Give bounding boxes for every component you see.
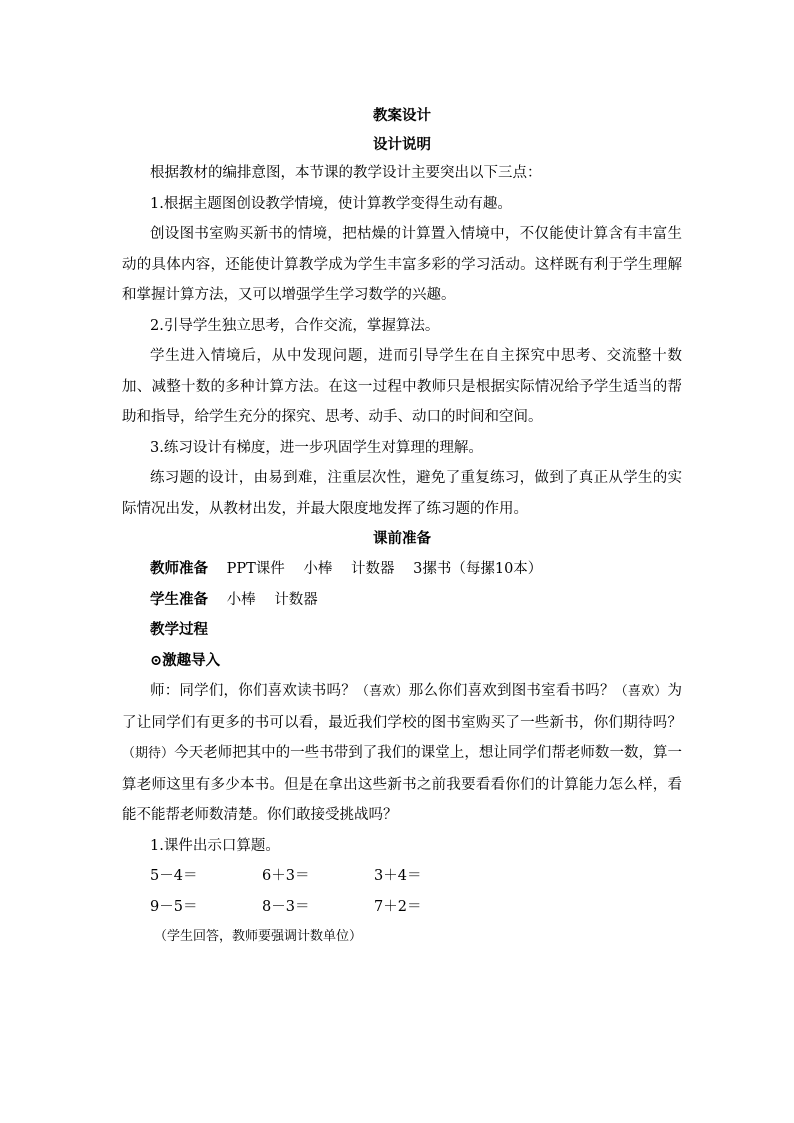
- teacher-prep-item: 小棒: [303, 561, 333, 577]
- oral-problem: 8－3＝: [262, 898, 310, 915]
- teacher-prep-item: 3摞书（每摞10本）: [413, 561, 543, 577]
- student-response-note: （喜欢）: [355, 684, 409, 699]
- point1-body: 创设图书室购买新书的情境，把枯燥的计算置入情境中，不仅能使计算含有丰富生动的具体内容，还能使计算教学成为学生丰富多彩的学习活动。这样既有利于学生理解和掌握计算方法，又可以增强学生学习数学的兴趣。: [122, 226, 682, 303]
- student-response-note: （期待）: [122, 746, 175, 761]
- process-heading: 教学过程: [150, 621, 208, 638]
- page-title: 教案设计: [373, 107, 431, 124]
- closing-note: （学生回答，教师要强调计数单位）: [154, 929, 363, 944]
- point2-body: 学生进入情境后，从中发现问题，进而引导学生在自主探究中思考、交流整十数加、减整十数的多种计算方法。在这一过程中教师只是根据实际情况给予学生适当的帮助和指导，给学生充分的探究、思考、动手、动口的时间和空间。: [122, 348, 682, 425]
- teacher-prep-item: 计数器: [351, 561, 395, 577]
- section1-heading: ⊙激趣导入: [150, 651, 221, 669]
- student-response-note: （喜欢）: [614, 684, 668, 699]
- teacher-speech-paragraph: [122, 676, 682, 831]
- oral-problem: 9－5＝: [150, 898, 198, 915]
- point3-body: 练习题的设计，由易到难，注重层次性，避免了重复练习，做到了真正从学生的实际情况出发，从教材出发，并最大限度地发挥了练习题的作用。: [122, 470, 682, 517]
- speech-part: 师：同学们，你们喜欢读书吗？: [150, 683, 356, 699]
- oral-problem: 3＋4＝: [374, 868, 422, 884]
- design-heading: 设计说明: [373, 136, 431, 153]
- oral-problem: 5－4＝: [150, 868, 198, 884]
- oral-problems-row: [122, 892, 682, 923]
- speech-part: 那么你们喜欢到图书室看书吗？: [408, 683, 615, 699]
- speech-part: 今天老师把其中的一些书带到了我们的课堂上，想让同学们帮老师数一数，算一算老师这里有多少本书。但是在拿出这些新书之前我要看看你们的计算能力怎么样，看能不能帮老师数清楚。你们敢接受挑战吗？: [122, 745, 682, 823]
- teacher-prep-label: 教师准备: [150, 560, 208, 577]
- oral-problems-row: [122, 861, 682, 892]
- point2-title: 2.引导学生独立思考，合作交流，掌握算法。: [150, 317, 440, 334]
- teacher-prep-item: PPT课件: [226, 561, 285, 577]
- intro-paragraph: 根据教材的编排意图，本节课的教学设计主要突出以下三点：: [150, 165, 542, 181]
- point1-title: 1.根据主题图创设教学情境，使计算教学变得生动有趣。: [150, 195, 512, 212]
- teacher-prep-line: [122, 554, 682, 585]
- oral-problem: 6＋3＝: [262, 868, 310, 884]
- lesson-plan-page: [122, 105, 682, 953]
- student-prep-line: [122, 585, 682, 616]
- point3-title: 3.练习设计有梯度，进一步巩固学生对算理的理解。: [150, 439, 483, 456]
- prep-heading: 课前准备: [373, 530, 431, 547]
- oral-problem: 7＋2＝: [374, 898, 422, 915]
- student-prep-label: 学生准备: [150, 590, 208, 608]
- student-prep-item: 计数器: [274, 591, 318, 608]
- student-prep-item: 小棒: [226, 591, 256, 608]
- speech-part: 为了让同学们有更多的书可以看，最近我们学校的图书室购买了一些新书，你们期待吗？: [122, 683, 682, 731]
- step1-title: 1.课件出示口算题。: [150, 837, 280, 854]
